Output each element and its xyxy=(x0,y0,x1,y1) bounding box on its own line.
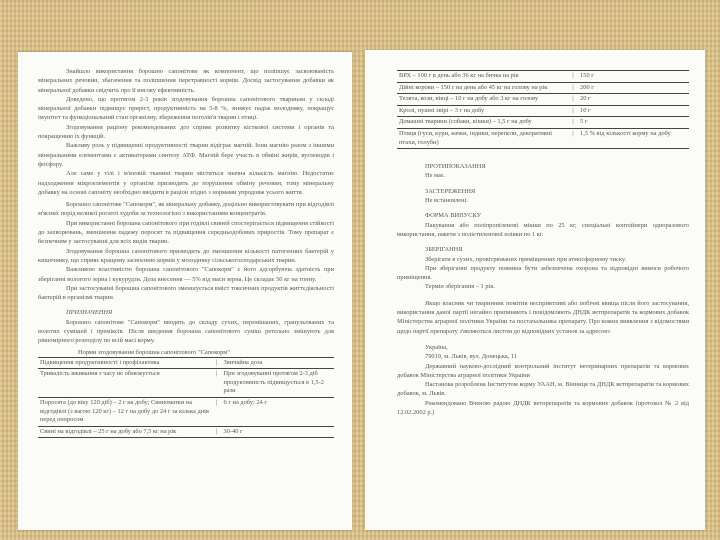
table-cell-dose: 1,5 % від кількості корму на добу xyxy=(578,128,689,148)
notice-text: Якщо власник чи тваринник помітив несприятливі або побічні явища після його застосування, використання даної партії негайно припиняють і повідомляють ДНДК ветпрепаратів та кормових добавок Міністерства аграрної політики України та постачальника препарату. Про кожне виявлення з відомостями щодо партії препарату з'являються листом до відповідних установ за адресою: xyxy=(397,299,689,335)
storage-heading: ЗБЕРІГАННЯ xyxy=(425,246,463,254)
footer-paragraph: Рекомендовано Вченою радою ДНДК ветпрепаратів та кормових добавок (протокол № 2 від 12.02.2002 р.) xyxy=(397,399,689,416)
column-separator: | xyxy=(568,105,578,117)
column-separator: | xyxy=(568,71,578,83)
table-cell-dose: 150 г xyxy=(578,71,689,83)
table-cell-description: Свині на відгодівлі – 25 г на добу або 7,5 кг на рік xyxy=(38,426,212,438)
footer-paragraph: Настанова розроблена Інститутом корму УААН, м. Вінниця та ДНДК ветпрепаратів та кормових добавок, м. Львів. xyxy=(397,381,689,398)
form-text: Пакування або поліпропіленові мішки по 25 кг, спеціальні контейнери одноразового використання, пакети з поліетиленової плівки по 1 кг. xyxy=(397,221,689,238)
paragraph: Згодовування борошна сапонітового призводить до зменшення кількості патогенних бактерій у кишечнику, що сприяє кращому засвоєнню кормів у молодняку сільськогосподарських тварин. xyxy=(38,247,334,264)
table-cell-dose: Звичайна доза xyxy=(222,357,334,369)
contraindications-heading: ПРОТИПОКАЗАННЯ xyxy=(425,163,486,171)
column-separator: | xyxy=(212,426,222,438)
table-caption: Норми згодовування борошна сапонітового "Сапокорм" xyxy=(78,348,230,356)
table-cell-dose: 30-40 г xyxy=(222,426,334,438)
table-cell-dose: 5 г xyxy=(578,117,689,129)
paragraph: Знайшло використання борошно сапонітове як компонент, що поліпшує засвоюваність мінеральних речовин, збагачення та поліпшення перетравності кормів. Досвід застосування добавки як мінеральної добавки свідчить про її високу ефективність. xyxy=(38,68,334,94)
paragraph: Борошно сапонітове "Сапокорм", як мінеральну добавку, доцільно використовувати при відгодівлі м'ясних порід великої рогатої худоби за технологією з використанням концентратів. xyxy=(38,201,334,218)
table-cell-description: Дійні корови – 150 г на день або 45 кг на голову на рік xyxy=(397,82,568,94)
address-line: 79019, м. Львів, вул. Донецька, 11 xyxy=(425,353,518,361)
column-separator: | xyxy=(212,369,222,398)
table-cell-dose: 20 г xyxy=(578,94,689,106)
paragraph: Важливу роль у підвищенні продуктивності тварин відіграє магній. Іони магнію разом з іншими мінеральними елементами є активаторами синтезу АТФ. Магній бере участь в обміні жирів, вуглеводів і фосфору. xyxy=(38,142,334,168)
table-row xyxy=(397,117,689,129)
form-heading: ФОРМА ВИПУСКУ xyxy=(425,212,482,220)
column-separator: | xyxy=(212,357,222,369)
storage-line: Зберігати в сухих, провітрюваних приміщеннях при атмосферному тиску. xyxy=(425,255,627,263)
storage-line: Термін зберігання – 1 рік. xyxy=(425,283,496,291)
table-row xyxy=(397,105,689,117)
paragraph: Важливою властивістю борошна сапонітового "Сапокорм" є його адсорбуюча здатність при зберіганні вологого зерна і кукурудзи. Доза внесення — 5% від маси зерна. Це складає 50 кг на тонну. xyxy=(38,266,334,283)
table-row xyxy=(38,397,334,426)
table-row xyxy=(38,426,334,438)
paragraph: Доведено, що протягом 2-3 років згодовування борошна сапонітового тваринам у складі мінеральної добавки підвищує приріст, продуктивність на 5-8 %, знижує падіж молодняку, покращує імунітет та функціональний стан організму, збереження поголів'я тварин і птиці. xyxy=(38,95,334,122)
table-cell-dose: При згодовуванні протягом 2-3 діб продуктивність підвищується в 1,5-2 рази xyxy=(222,369,334,398)
left-document-page xyxy=(18,52,352,530)
column-separator: | xyxy=(568,128,578,148)
storage-line: При зберіганні продукту повинна бути забезпечена охорона та відповідні вимоги робочого приміщення. xyxy=(397,264,689,282)
table-cell-description: Тривалість вживання з часу не обмежується xyxy=(38,369,212,398)
table-row xyxy=(397,71,689,83)
table-cell-dose: 6 г на добу; 24 г xyxy=(222,397,334,426)
table-cell-description: Підвищення продуктивності і профілактика xyxy=(38,357,212,369)
footer-paragraph: Державний науково-дослідний контрольний інститут ветеринарних препаратів та кормових добавок Міністерства аграрної політики України xyxy=(397,362,689,379)
dosage-table xyxy=(397,70,689,149)
paragraph: Але саме у тілі і м'язовій тканині тварин міститься значна кількість магнію. Недостатнє надходження мікроелементів у організм призводить до порушення обміну речовин, тому мінеральну добавку на основі сапоніту необхідно вводити в раціон згідно з нормами упродовж усього життя. xyxy=(38,170,334,196)
section-text: Борошно сапонітове "Сапокорм" вводять до складу сухих, перемішаних, гранульованих та вологих сумішей і преміксів. Після введення борошна сапонітового суміш ретельно змішують для рівномірного розподілу по всій масі корму. xyxy=(38,318,334,345)
column-separator: | xyxy=(568,94,578,106)
table-row xyxy=(397,128,689,148)
table-row xyxy=(397,82,689,94)
address-line: Україна, xyxy=(425,343,448,351)
contraindications-text: Не має. xyxy=(425,172,446,180)
table-row xyxy=(38,369,334,398)
table-cell-dose: 10 г xyxy=(578,105,689,117)
table-cell-description: Домашні тварини (собаки, кішки) – 1,5 г на добу xyxy=(397,117,568,129)
table-cell-description: Телята, кози, вівці – 10 г на добу або 3 кг на голову xyxy=(397,94,568,106)
table-row xyxy=(38,357,334,369)
warnings-heading: ЗАСТЕРЕЖЕННЯ xyxy=(425,187,476,195)
column-separator: | xyxy=(568,82,578,94)
table-cell-description: ВРХ – 100 г в день або 36 кг на бичка на рік xyxy=(397,71,568,83)
feeding-norms-table xyxy=(38,357,334,439)
warnings-text: Не встановлені. xyxy=(425,197,468,205)
column-separator: | xyxy=(212,397,222,426)
table-cell-dose: 200 г xyxy=(578,82,689,94)
table-row xyxy=(397,94,689,106)
right-document-page xyxy=(365,50,705,530)
paragraph: При застосуванні борошна сапонітового зменшується вміст токсичних продуктів життєдіяльності бактерій в організмі тварин. xyxy=(38,284,334,302)
column-separator: | xyxy=(568,117,578,129)
paragraph: Згодовування раціону рекомендованих доз сприяє розвитку кісткової системи і органів та покращенню їх функцій. xyxy=(38,123,334,141)
paragraph: При використанні борошна сапонітового при годівлі свиней спостерігається підвищення стійкості до захворювань, зменшення падежу поросят та підвищення середньодобових приростів. Тому препарат є безпечним у застосуванні для всіх видів тварин. xyxy=(38,219,334,246)
table-cell-description: Кролі, пушні звірі – 3 г на добу xyxy=(397,105,568,117)
table-cell-description: Поросята (до віку 120 діб) – 2 г на добу; Свиноматки на відгодівлі (з вагою 120 кг) – 12 г на добу до 24 г за кілька днів перед опоросом xyxy=(38,397,212,426)
section-heading: ПРИЗНАЧЕННЯ xyxy=(66,309,113,317)
table-cell-description: Птиця (гуси, кури, качки, індики, перепели, декоративні птахи, голуби) xyxy=(397,128,568,148)
